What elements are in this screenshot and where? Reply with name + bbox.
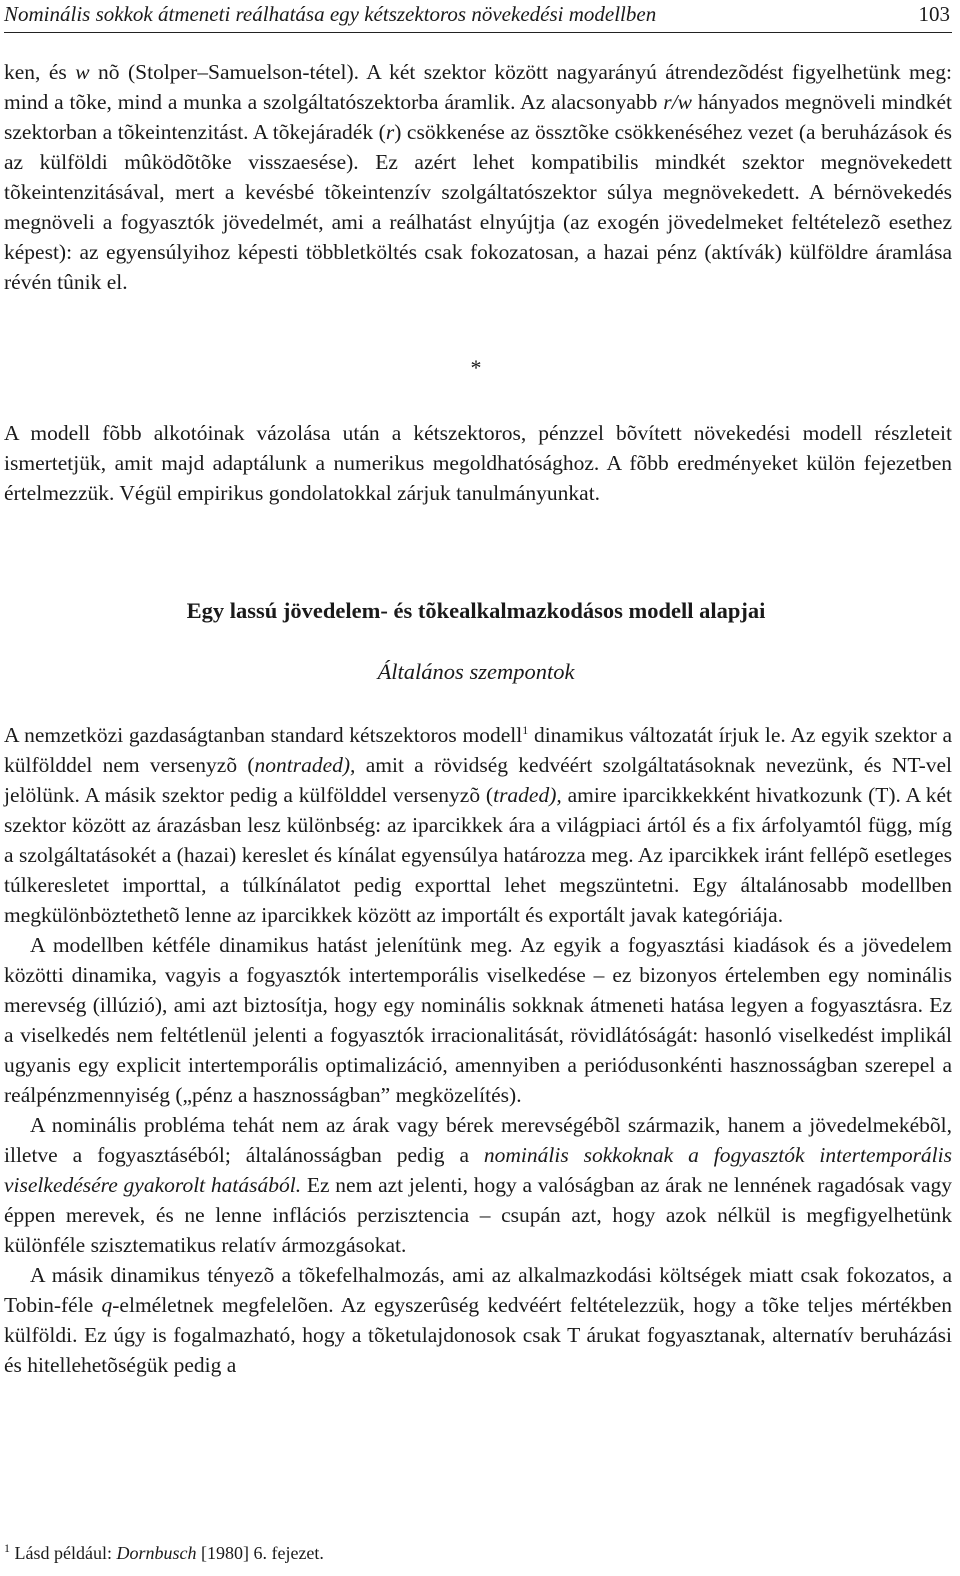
paragraph-4 (4, 1260, 952, 1380)
term-traded: traded), (493, 783, 562, 807)
section-separator: * (470, 355, 482, 380)
text-run: A nemzetközi gazdaságtanban standard kétszektoros modell (4, 723, 523, 747)
cited-author: Dornbusch (116, 1543, 197, 1563)
text-run: A nominális probléma tehát nem az árak vagy bérek merevségébõl származik, hanem a jövedelmekébõl, illetve a fogyasztáséból; általánosságban pedig a (4, 1113, 952, 1167)
variable-q: q (101, 1293, 113, 1317)
page-number: 103 (918, 2, 950, 26)
main-text (4, 720, 952, 1380)
text-run: hányados megnöveli mindkét szektorban a tõkeintenzitást. A tõkejáradék ( (4, 90, 952, 144)
paragraph-1 (4, 720, 952, 930)
paragraph-overview (4, 418, 952, 508)
section-heading: Egy lassú jövedelem- és tõkealkalmazkodásos modell alapjai (186, 598, 766, 623)
text-run: dinamikus változatát írjuk le. Az egyik szektor a külfölddel nem versenyzõ ( (4, 723, 953, 777)
footnote-number: 1 (4, 1541, 10, 1555)
text-run: amire iparcikkekként hivatkozunk (T). A két szektor között az árazásban lesz különbség: az iparcikkek ára a világpiaci ártól és a fix árfolyamtól függ, míg a szolgáltatásokét a (hazai) kereslet és kínálat egyensúlya határozza meg. Az iparcikkek iránt fellépõ esetleges túlkeresletet importtal, a túlkínálatot pedig exporttal lehet megszüntetni. Egy általánosabb modellben megkülönböztethetõ lenne az iparcikkek között az importált és exportált javak kategóriája. (4, 783, 952, 927)
text-run: ken, és (4, 60, 76, 84)
running-title: Nominális sokkok átmeneti reálhatása egy kétszektoros növekedési modellben (4, 2, 657, 26)
term-nontraded: nontraded), (254, 753, 356, 777)
subsection-heading: Általános szempontok (377, 659, 575, 684)
text-run: -elméletnek megfelelõen. Az egyszerûség kedvéért feltételezzük, hogy a tõke teljes mértékben külföldi. Ez úgy is fogalmazható, hogy a tõketulajdonosok csak T árukat fogyasztanak, alternatív beruházási és hitellehetõségük pedig a (4, 1293, 952, 1377)
text-run: [1980] 6. fejezet. (196, 1543, 324, 1563)
text-run: amit a rövidség kedvéért szolgáltatásoknak nevezünk, és NT-vel jelölünk. A másik szektor pedig a külfölddel versenyzõ ( (4, 753, 952, 807)
paragraph-3 (4, 1110, 952, 1260)
variable-r-over-w: r/w (663, 90, 692, 114)
footnote-ref[interactable]: 1 (522, 722, 529, 737)
paragraph-continued (4, 57, 952, 297)
paragraph-2: A modellben kétféle dinamikus hatást jelenítünk meg. Az egyik a fogyasztási kiadások és a jövedelem közötti dinamika, vagyis a fogyasztók intertemporális viselkedése – ez bizonyos értelemben egy nominális merevség (illúzió), ami azt biztosítja, hogy egy nominális sokknak átmeneti hatása legyen a fogyasztásra. Ez a viselkedés nem feltétlenül jelenti a fogyasztók irracionalitását, rövidlátóságát: hasonló viselkedést implikál ugyanis egy explicit intertemporális optimalizáció, amennyiben a periódusonkénti hasznosságban szerepel a reálpénzmennyiség („pénz a hasznosságban” megközelítés). (4, 933, 952, 1107)
text-run: ) csökkenése az össztõke csökkenéséhez vezet (a beruházások és az külföldi mûködõtõke visszaesése). Ez azért lehet kompatibilis mindkét szektor megnövekedett tõkeintenzitásával, mert a kevésbé tõkeintenzív szolgáltatószektor súlya megnövekedett. A bérnövekedés megnöveli a fogyasztók jövedelmét, ami a reálhatást elnyújtja (az exogén jövedelmeket feltételezõ esethez képest): az egyensúlyihoz képesti többletköltés csak fokozatosan, a hazai pénz (aktívák) külföldre áramlása révén tûnik el. (4, 120, 952, 294)
footnote (4, 1541, 324, 1565)
text-run: Ez nem azt jelenti, hogy a valóságban az árak ne lennének ragadósak vagy éppen merevek, és ne lenne inflációs perzisztencia – csupán azt, hogy azok nélkül is megfigyelhetünk különféle szisztematikus relatív ármozgásokat. (4, 1173, 952, 1257)
emphasis: nominális sokkoknak a fogyasztók intertemporális viselkedésére gyakorolt hatásából. (4, 1143, 952, 1197)
running-header (4, 0, 952, 33)
variable-w: w (75, 60, 90, 84)
variable-r: r (385, 120, 395, 144)
text-run: nõ (Stolper–Samuelson-tétel). A két szektor között nagyarányú átrendezõdést figyelhetünk meg: mind a tõke, mind a munka a szolgáltatószektorba áramlik. Az alacsonyabb (4, 60, 953, 114)
text-run: A másik dinamikus tényezõ a tõkefelhalmozás, ami az alkalmazkodási költségek miatt csak fokozatos, a Tobin-féle (4, 1263, 952, 1317)
overview-text: A modell fõbb alkotóinak vázolása után a kétszektoros, pénzzel bõvített növekedési modell részleteit ismertetjük, amit majd adaptálunk a numerikus megoldhatósághoz. A fõbb eredményeket külön fejezetben értelmezzük. Végül empirikus gondolatokkal zárjuk tanulmányunkat. (4, 421, 952, 505)
text-run: Lásd például: (10, 1543, 117, 1563)
